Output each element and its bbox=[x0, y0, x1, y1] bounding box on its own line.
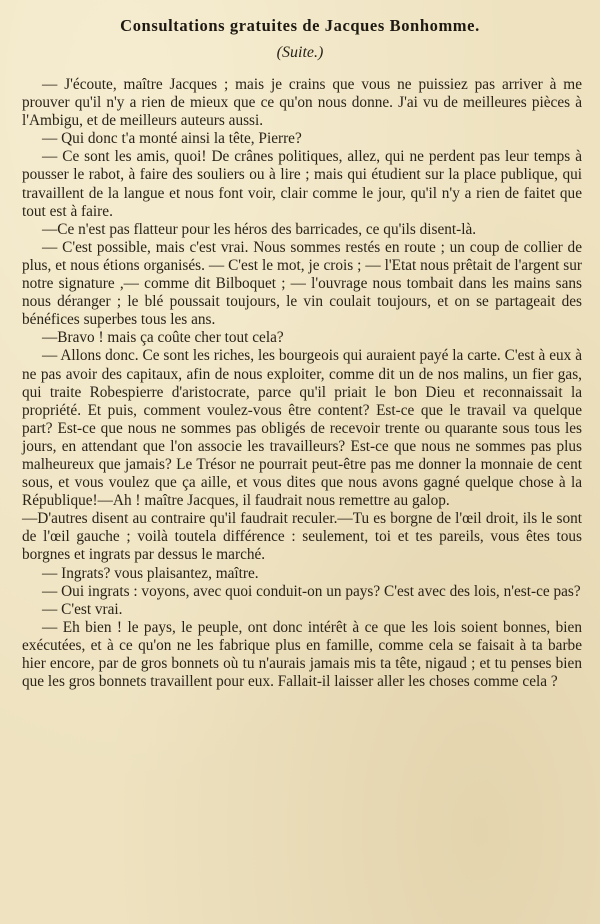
article-paragraph: —Bravo ! mais ça coûte cher tout cela? bbox=[42, 329, 284, 347]
article-paragraph: — Oui ingrats : voyons, avec quoi conduit-on un pays? C'est avec des lois, n'est-ce pas? bbox=[42, 582, 581, 600]
article-paragraph: — Eh bien ! le pays, le peuple, ont donc intérêt à ce que les lois soient bonnes, bien exécutées, et à ce qu'on ne les fabrique plus en famille, comme cela se faisait à ta barbe hier encore, par de gros bonnets où tu n'aurais jamais mis ta tête, nigaud ; et tu penses bien que les gros bonnets travaillent pour eux. Fallait-il laisser aller les choses comme cela ? bbox=[22, 618, 582, 691]
article-paragraph: — Qui donc t'a monté ainsi la tête, Pierre? bbox=[42, 130, 302, 148]
article-paragraph: — Ingrats? vous plaisantez, maître. bbox=[42, 564, 259, 582]
article-title: Consultations gratuites de Jacques Bonhomme. bbox=[120, 16, 480, 35]
article-paragraph: —Ce n'est pas flatteur pour les héros des barricades, ce qu'ils disent-là. bbox=[42, 220, 477, 238]
article-paragraph: — Allons donc. Ce sont les riches, les bourgeois qui auraient payé la carte. C'est à eux à ne pas avoir des capitaux, afin de nous exploiter, comme dit un de nos malins, un fier gas, qui traite Robespierre d'aristocrate, parce qu'il priait le bon Dieu et reconnaissait la propriété. Et puis, comment voulez-vous être content? Est-ce que le travail va quelque part? Est-ce que nous ne sommes pas obligés de recevoir trente ou quarante sous tous les jours, en attendant que l'on associe les travailleurs? Est-ce que nous ne sommes pas plus malheureux que jamais? Le Trésor ne pourrait peut-être pas me donner la monnaie de cent sous, et vous voulez que ça aille, et vous dites que nous avons gagné quelque chose à la République!—Ah ! maître Jacques, il faudrait nous remettre au galop. bbox=[22, 347, 582, 510]
article-body bbox=[22, 76, 582, 691]
article-paragraph: —D'autres disent au contraire qu'il faudrait reculer.—Tu es borgne de l'œil droit, ils le sont de l'œil gauche ; voilà toutela différence : seulement, toi et tes pareils, vous êtes tous borgnes et ingrats par dessus le marché. bbox=[22, 510, 582, 564]
article-paragraph: — C'est possible, mais c'est vrai. Nous sommes restés en route ; un coup de collier de plus, et nous étions organisés. — C'est le mot, je crois ; — l'Etat nous prêtait de l'argent sur notre signature ,— comme dit Bilboquet ; — l'ouvrage nous tombait dans les mains sans nous déranger ; le blé poussait toujours, le vin coulait toujours, et on se partageait des bénéfices superbes tous les ans. bbox=[22, 238, 582, 329]
article-paragraph: — J'écoute, maître Jacques ; mais je crains que vous ne puissiez pas arriver à me prouver qu'il n'y a rien de mieux que ce qu'on nous donne. J'ai vu de meilleures pièces à l'Ambigu, et de meilleurs auteurs aussi. bbox=[22, 76, 582, 130]
article-subtitle: (Suite.) bbox=[276, 44, 324, 61]
article-paragraph: — Ce sont les amis, quoi! De crânes politiques, allez, qui ne perdent pas leur temps à pousser le rabot, à faire des souliers ou à lire ; mais qui étudient sur la place publique, qui travaillent de la langue et nous font voir, clair comme le jour, qu'il n'y a rien de faitet que tout est à faire. bbox=[22, 148, 582, 220]
article-paragraph: — C'est vrai. bbox=[42, 600, 123, 618]
